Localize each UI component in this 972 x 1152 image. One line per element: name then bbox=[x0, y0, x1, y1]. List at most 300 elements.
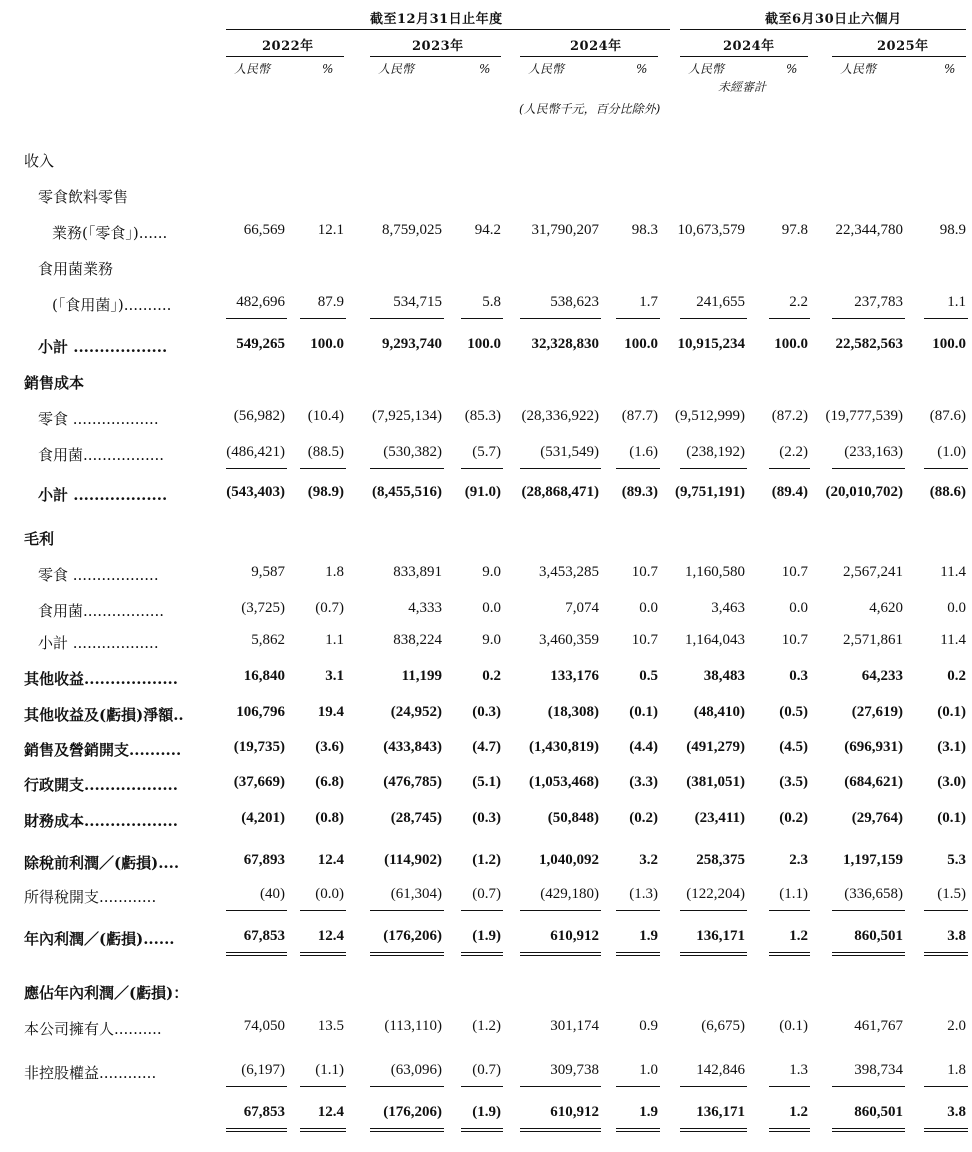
percent-cell: 10.7 bbox=[631, 632, 658, 648]
double-underline bbox=[769, 952, 810, 956]
amount-cell: 31,790,207 bbox=[531, 222, 599, 238]
percent-cell: 1.7 bbox=[639, 294, 658, 310]
amount-cell: 833,891 bbox=[393, 564, 442, 580]
percent-cell: 3.2 bbox=[639, 852, 658, 868]
percent-cell: 1.9 bbox=[639, 928, 658, 944]
amount-cell: (176,206) bbox=[383, 928, 442, 944]
amount-cell: 11,199 bbox=[401, 668, 442, 684]
percent-cell: 11.4 bbox=[940, 632, 966, 648]
amount-cell: (27,619) bbox=[851, 704, 903, 720]
amount-cell: 610,912 bbox=[550, 928, 599, 944]
percent-cell: 0.0 bbox=[639, 600, 658, 616]
percent-cell: 12.1 bbox=[317, 222, 344, 238]
percent-cell: 10.7 bbox=[781, 564, 808, 580]
percent-cell: (87.7) bbox=[621, 408, 658, 424]
row-label: 零食飲料零售 bbox=[38, 188, 129, 206]
amount-cell: (50,848) bbox=[547, 810, 599, 826]
single-underline bbox=[300, 468, 346, 469]
amount-cell: 3,453,285 bbox=[539, 564, 599, 580]
amount-cell: 549,265 bbox=[236, 336, 285, 352]
double-underline bbox=[461, 952, 503, 956]
amount-cell: (530,382) bbox=[383, 444, 442, 460]
amount-cell: 9,587 bbox=[251, 564, 285, 580]
percent-cell: 9.0 bbox=[482, 564, 501, 580]
single-underline bbox=[370, 468, 444, 469]
percent-cell: 98.9 bbox=[939, 222, 966, 238]
row-label: 零食 .................. bbox=[38, 566, 159, 584]
percent-cell: 10.7 bbox=[631, 564, 658, 580]
amount-cell: (8,455,516) bbox=[372, 484, 442, 500]
single-underline bbox=[370, 1086, 444, 1087]
amount-cell: (24,952) bbox=[390, 704, 442, 720]
percent-cell: (0.0) bbox=[315, 886, 344, 902]
single-underline bbox=[226, 468, 287, 469]
year-header: 2024年 bbox=[723, 39, 775, 54]
percent-cell: 1.8 bbox=[947, 1062, 966, 1078]
percent-cell: (3.0) bbox=[937, 774, 966, 790]
percent-cell: (89.4) bbox=[771, 484, 808, 500]
amount-cell: 1,040,092 bbox=[539, 852, 599, 868]
single-underline bbox=[461, 1086, 503, 1087]
single-underline bbox=[832, 1086, 905, 1087]
percent-cell: (0.1) bbox=[937, 704, 966, 720]
amount-cell: (486,421) bbox=[226, 444, 285, 460]
annual-period-header: 截至12月31日止年度 bbox=[370, 12, 503, 27]
amount-cell: 7,074 bbox=[565, 600, 599, 616]
row-label: 所得稅開支............ bbox=[24, 888, 157, 906]
percent-cell: 12.4 bbox=[317, 1104, 344, 1120]
percent-cell: 100.0 bbox=[467, 336, 501, 352]
amount-cell: (531,549) bbox=[540, 444, 599, 460]
amount-cell: 1,197,159 bbox=[843, 852, 903, 868]
double-underline bbox=[520, 1128, 601, 1132]
percent-cell: 10.7 bbox=[781, 632, 808, 648]
amount-cell: 5,862 bbox=[251, 632, 285, 648]
amount-cell: (18,308) bbox=[547, 704, 599, 720]
single-underline bbox=[769, 910, 810, 911]
single-underline bbox=[616, 910, 660, 911]
percent-cell: (5.1) bbox=[472, 774, 501, 790]
amount-cell: 398,734 bbox=[854, 1062, 903, 1078]
row-label: 年內利潤／(虧損)...... bbox=[24, 930, 175, 948]
percent-subheader: % bbox=[786, 62, 798, 76]
percent-cell: 11.4 bbox=[940, 564, 966, 580]
currency-subheader: 人民幣 bbox=[688, 62, 725, 76]
percent-cell: (0.7) bbox=[315, 600, 344, 616]
single-underline bbox=[300, 1086, 346, 1087]
single-underline bbox=[924, 318, 968, 319]
row-label: 小計 .................. bbox=[38, 338, 168, 356]
percent-cell: 1.8 bbox=[325, 564, 344, 580]
percent-cell: 1.9 bbox=[639, 1104, 658, 1120]
percent-cell: (0.1) bbox=[937, 810, 966, 826]
percent-cell: 2.3 bbox=[789, 852, 808, 868]
double-underline bbox=[680, 952, 747, 956]
percent-cell: 100.0 bbox=[932, 336, 966, 352]
amount-cell: 610,912 bbox=[550, 1104, 599, 1120]
amount-cell: 301,174 bbox=[550, 1018, 599, 1034]
percent-cell: 87.9 bbox=[317, 294, 344, 310]
year-header: 2025年 bbox=[877, 39, 929, 54]
percent-cell: 13.5 bbox=[317, 1018, 344, 1034]
percent-cell: (0.2) bbox=[629, 810, 658, 826]
percent-cell: 1.1 bbox=[947, 294, 966, 310]
amount-cell: (122,204) bbox=[686, 886, 745, 902]
amount-cell: 67,853 bbox=[243, 1104, 285, 1120]
single-underline bbox=[832, 318, 905, 319]
percent-cell: 12.4 bbox=[317, 852, 344, 868]
percent-cell: (5.7) bbox=[472, 444, 501, 460]
amount-cell: (684,621) bbox=[844, 774, 903, 790]
percent-cell: (98.9) bbox=[307, 484, 344, 500]
amount-cell: 136,171 bbox=[696, 928, 745, 944]
double-underline bbox=[300, 952, 346, 956]
amount-cell: 22,344,780 bbox=[835, 222, 903, 238]
single-underline bbox=[924, 1086, 968, 1087]
amount-cell: (113,110) bbox=[384, 1018, 442, 1034]
amount-cell: (61,304) bbox=[390, 886, 442, 902]
percent-cell: (91.0) bbox=[464, 484, 501, 500]
amount-cell: (19,777,539) bbox=[825, 408, 903, 424]
currency-subheader: 人民幣 bbox=[528, 62, 565, 76]
percent-cell: 0.2 bbox=[482, 668, 501, 684]
single-underline bbox=[616, 318, 660, 319]
percent-cell: 0.9 bbox=[639, 1018, 658, 1034]
percent-cell: (89.3) bbox=[621, 484, 658, 500]
year-header: 2024年 bbox=[570, 39, 622, 54]
row-label: 食用菌................. bbox=[38, 446, 165, 464]
row-label: 銷售及營銷開支.......... bbox=[24, 741, 182, 759]
percent-cell: (0.1) bbox=[779, 1018, 808, 1034]
amount-cell: 32,328,830 bbox=[531, 336, 599, 352]
amount-cell: 133,176 bbox=[550, 668, 599, 684]
percent-cell: 0.0 bbox=[482, 600, 501, 616]
percent-cell: (1.1) bbox=[315, 1062, 344, 1078]
percent-cell: 5.8 bbox=[482, 294, 501, 310]
row-label: 零食 .................. bbox=[38, 410, 159, 428]
double-underline bbox=[832, 1128, 905, 1132]
percent-subheader: % bbox=[322, 62, 334, 76]
double-underline bbox=[680, 1128, 747, 1132]
percent-cell: (1.5) bbox=[937, 886, 966, 902]
percent-cell: (1.2) bbox=[472, 852, 501, 868]
amount-cell: 9,293,740 bbox=[382, 336, 442, 352]
single-underline bbox=[226, 910, 287, 911]
single-underline bbox=[769, 318, 810, 319]
year-header-rule bbox=[226, 56, 344, 57]
amount-cell: (3,725) bbox=[241, 600, 285, 616]
percent-cell: (0.5) bbox=[779, 704, 808, 720]
unit-note: (人民幣千元，百分比除外) bbox=[519, 102, 661, 116]
amount-cell: 241,655 bbox=[696, 294, 745, 310]
single-underline bbox=[769, 468, 810, 469]
year-header-rule bbox=[520, 56, 658, 57]
single-underline bbox=[616, 468, 660, 469]
amount-cell: (23,411) bbox=[694, 810, 745, 826]
amount-cell: (4,201) bbox=[241, 810, 285, 826]
single-underline bbox=[832, 468, 905, 469]
amount-cell: 4,333 bbox=[408, 600, 442, 616]
single-underline bbox=[680, 318, 747, 319]
single-underline bbox=[461, 468, 503, 469]
amount-cell: 16,840 bbox=[243, 668, 285, 684]
percent-cell: 5.3 bbox=[947, 852, 966, 868]
percent-cell: 0.5 bbox=[639, 668, 658, 684]
percent-cell: 94.2 bbox=[474, 222, 501, 238]
percent-cell: (0.8) bbox=[315, 810, 344, 826]
percent-cell: 97.8 bbox=[781, 222, 808, 238]
single-underline bbox=[924, 468, 968, 469]
percent-cell: 3.1 bbox=[325, 668, 344, 684]
double-underline bbox=[520, 952, 601, 956]
single-underline bbox=[520, 1086, 601, 1087]
interim-header-rule bbox=[680, 29, 966, 30]
amount-cell: 860,501 bbox=[854, 928, 903, 944]
percent-cell: (3.6) bbox=[315, 739, 344, 755]
row-label: 除稅前利潤／(虧損).... bbox=[24, 854, 180, 872]
percent-subheader: % bbox=[636, 62, 648, 76]
percent-cell: (1.6) bbox=[629, 444, 658, 460]
amount-cell: 142,846 bbox=[696, 1062, 745, 1078]
percent-cell: (0.7) bbox=[472, 1062, 501, 1078]
row-label: 非控股權益............ bbox=[24, 1064, 157, 1082]
single-underline bbox=[680, 468, 747, 469]
amount-cell: (233,163) bbox=[844, 444, 903, 460]
amount-cell: (1,430,819) bbox=[529, 739, 599, 755]
single-underline bbox=[370, 910, 444, 911]
row-label: 銷售成本 bbox=[24, 374, 85, 392]
amount-cell: (476,785) bbox=[383, 774, 442, 790]
percent-cell: (1.9) bbox=[472, 1104, 501, 1120]
year-header: 2023年 bbox=[412, 39, 464, 54]
amount-cell: 538,623 bbox=[550, 294, 599, 310]
unaudited-note: 未經審計 bbox=[718, 80, 767, 94]
amount-cell: 4,620 bbox=[869, 600, 903, 616]
percent-cell: (1.9) bbox=[472, 928, 501, 944]
amount-cell: (381,051) bbox=[686, 774, 745, 790]
percent-cell: (88.5) bbox=[307, 444, 344, 460]
amount-cell: (114,902) bbox=[384, 852, 442, 868]
percent-cell: (87.6) bbox=[929, 408, 966, 424]
amount-cell: 2,571,861 bbox=[843, 632, 903, 648]
interim-period-header: 截至6月30日止六個月 bbox=[765, 12, 902, 27]
amount-cell: 1,160,580 bbox=[685, 564, 745, 580]
percent-cell: 0.0 bbox=[947, 600, 966, 616]
row-label: 財務成本.................. bbox=[24, 812, 178, 830]
year-header-rule bbox=[370, 56, 501, 57]
amount-cell: 67,893 bbox=[243, 852, 285, 868]
percent-cell: (0.3) bbox=[472, 704, 501, 720]
percent-cell: (10.4) bbox=[307, 408, 344, 424]
percent-cell: (4.7) bbox=[472, 739, 501, 755]
single-underline bbox=[226, 1086, 287, 1087]
currency-subheader: 人民幣 bbox=[378, 62, 415, 76]
amount-cell: 136,171 bbox=[696, 1104, 745, 1120]
percent-cell: 1.3 bbox=[789, 1062, 808, 1078]
amount-cell: 106,796 bbox=[236, 704, 285, 720]
amount-cell: (28,336,922) bbox=[521, 408, 599, 424]
percent-cell: (3.5) bbox=[779, 774, 808, 790]
single-underline bbox=[461, 910, 503, 911]
amount-cell: 309,738 bbox=[550, 1062, 599, 1078]
single-underline bbox=[616, 1086, 660, 1087]
single-underline bbox=[300, 318, 346, 319]
amount-cell: 10,673,579 bbox=[677, 222, 745, 238]
double-underline bbox=[461, 1128, 503, 1132]
amount-cell: (20,010,702) bbox=[825, 484, 903, 500]
amount-cell: (63,096) bbox=[390, 1062, 442, 1078]
percent-cell: (1.3) bbox=[629, 886, 658, 902]
row-label: 其他收益及(虧損)淨額.. bbox=[24, 706, 184, 724]
amount-cell: (9,751,191) bbox=[675, 484, 745, 500]
amount-cell: (491,279) bbox=[686, 739, 745, 755]
amount-cell: 860,501 bbox=[854, 1104, 903, 1120]
amount-cell: 22,582,563 bbox=[835, 336, 903, 352]
percent-cell: 1.2 bbox=[789, 928, 808, 944]
double-underline bbox=[769, 1128, 810, 1132]
percent-cell: 1.2 bbox=[789, 1104, 808, 1120]
percent-cell: (0.2) bbox=[779, 810, 808, 826]
double-underline bbox=[832, 952, 905, 956]
annual-header-rule bbox=[226, 29, 670, 30]
row-label: 食用菌................. bbox=[38, 602, 165, 620]
currency-subheader: 人民幣 bbox=[234, 62, 271, 76]
single-underline bbox=[520, 468, 601, 469]
row-label: 毛利 bbox=[24, 530, 55, 548]
amount-cell: 482,696 bbox=[236, 294, 285, 310]
amount-cell: (696,931) bbox=[844, 739, 903, 755]
amount-cell: 2,567,241 bbox=[843, 564, 903, 580]
amount-cell: 66,569 bbox=[243, 222, 285, 238]
single-underline bbox=[520, 910, 601, 911]
amount-cell: 64,233 bbox=[861, 668, 903, 684]
amount-cell: (9,512,999) bbox=[675, 408, 745, 424]
amount-cell: (19,735) bbox=[233, 739, 285, 755]
percent-cell: (0.1) bbox=[629, 704, 658, 720]
percent-cell: (1.1) bbox=[779, 886, 808, 902]
single-underline bbox=[680, 1086, 747, 1087]
single-underline bbox=[226, 318, 287, 319]
percent-cell: (85.3) bbox=[464, 408, 501, 424]
amount-cell: 38,483 bbox=[703, 668, 745, 684]
percent-cell: 0.0 bbox=[789, 600, 808, 616]
year-header-rule bbox=[680, 56, 808, 57]
double-underline bbox=[616, 1128, 660, 1132]
single-underline bbox=[300, 910, 346, 911]
amount-cell: 461,767 bbox=[854, 1018, 903, 1034]
percent-cell: 19.4 bbox=[317, 704, 344, 720]
single-underline bbox=[680, 910, 747, 911]
percent-cell: 0.2 bbox=[947, 668, 966, 684]
amount-cell: (37,669) bbox=[233, 774, 285, 790]
amount-cell: 10,915,234 bbox=[677, 336, 745, 352]
amount-cell: 237,783 bbox=[854, 294, 903, 310]
row-label: 其他收益.................. bbox=[24, 670, 178, 688]
currency-subheader: 人民幣 bbox=[840, 62, 877, 76]
percent-cell: 2.0 bbox=[947, 1018, 966, 1034]
row-label: 小計 .................. bbox=[38, 486, 168, 504]
percent-cell: 1.1 bbox=[325, 632, 344, 648]
single-underline bbox=[461, 318, 503, 319]
amount-cell: (429,180) bbox=[540, 886, 599, 902]
percent-cell: (0.3) bbox=[472, 810, 501, 826]
percent-cell: (4.5) bbox=[779, 739, 808, 755]
amount-cell: 3,460,359 bbox=[539, 632, 599, 648]
percent-cell: 3.8 bbox=[947, 1104, 966, 1120]
percent-cell: (87.2) bbox=[771, 408, 808, 424]
percent-cell: (2.2) bbox=[779, 444, 808, 460]
amount-cell: 534,715 bbox=[393, 294, 442, 310]
double-underline bbox=[226, 952, 287, 956]
percent-cell: (4.4) bbox=[629, 739, 658, 755]
year-header-rule bbox=[832, 56, 966, 57]
single-underline bbox=[370, 318, 444, 319]
single-underline bbox=[769, 1086, 810, 1087]
amount-cell: (336,658) bbox=[844, 886, 903, 902]
amount-cell: (6,675) bbox=[701, 1018, 745, 1034]
percent-cell: (0.7) bbox=[472, 886, 501, 902]
amount-cell: (28,868,471) bbox=[521, 484, 599, 500]
percent-cell: 98.3 bbox=[631, 222, 658, 238]
amount-cell: 74,050 bbox=[243, 1018, 285, 1034]
amount-cell: (48,410) bbox=[693, 704, 745, 720]
percent-cell: 2.2 bbox=[789, 294, 808, 310]
amount-cell: (6,197) bbox=[241, 1062, 285, 1078]
row-label: 應佔年內利潤／(虧損)： bbox=[24, 984, 189, 1002]
row-label: (「食用菌」).......... bbox=[52, 296, 172, 314]
percent-subheader: % bbox=[944, 62, 956, 76]
row-label: 收入 bbox=[24, 152, 55, 170]
double-underline bbox=[226, 1128, 287, 1132]
amount-cell: (56,982) bbox=[233, 408, 285, 424]
percent-cell: 12.4 bbox=[317, 928, 344, 944]
amount-cell: 258,375 bbox=[696, 852, 745, 868]
year-header: 2022年 bbox=[262, 39, 314, 54]
single-underline bbox=[924, 910, 968, 911]
amount-cell: (28,745) bbox=[390, 810, 442, 826]
percent-cell: (88.6) bbox=[929, 484, 966, 500]
percent-cell: (1.0) bbox=[937, 444, 966, 460]
amount-cell: 1,164,043 bbox=[685, 632, 745, 648]
percent-cell: (3.3) bbox=[629, 774, 658, 790]
double-underline bbox=[924, 1128, 968, 1132]
double-underline bbox=[370, 1128, 444, 1132]
amount-cell: (1,053,468) bbox=[529, 774, 599, 790]
row-label: 本公司擁有人.......... bbox=[24, 1020, 162, 1038]
amount-cell: 838,224 bbox=[393, 632, 442, 648]
amount-cell: (29,764) bbox=[851, 810, 903, 826]
amount-cell: (543,403) bbox=[226, 484, 285, 500]
amount-cell: 67,853 bbox=[243, 928, 285, 944]
double-underline bbox=[370, 952, 444, 956]
percent-cell: 100.0 bbox=[310, 336, 344, 352]
row-label: 業務(「零食」)...... bbox=[52, 224, 168, 242]
amount-cell: (176,206) bbox=[383, 1104, 442, 1120]
percent-cell: 9.0 bbox=[482, 632, 501, 648]
amount-cell: (40) bbox=[260, 886, 285, 902]
row-label: 食用菌業務 bbox=[38, 260, 114, 278]
row-label: 行政開支.................. bbox=[24, 776, 178, 794]
single-underline bbox=[520, 318, 601, 319]
percent-cell: 100.0 bbox=[774, 336, 808, 352]
percent-cell: 1.0 bbox=[639, 1062, 658, 1078]
row-label: 小計 .................. bbox=[38, 634, 159, 652]
amount-cell: 3,463 bbox=[711, 600, 745, 616]
percent-cell: 100.0 bbox=[624, 336, 658, 352]
percent-cell: 0.3 bbox=[789, 668, 808, 684]
single-underline bbox=[832, 910, 905, 911]
amount-cell: (433,843) bbox=[383, 739, 442, 755]
